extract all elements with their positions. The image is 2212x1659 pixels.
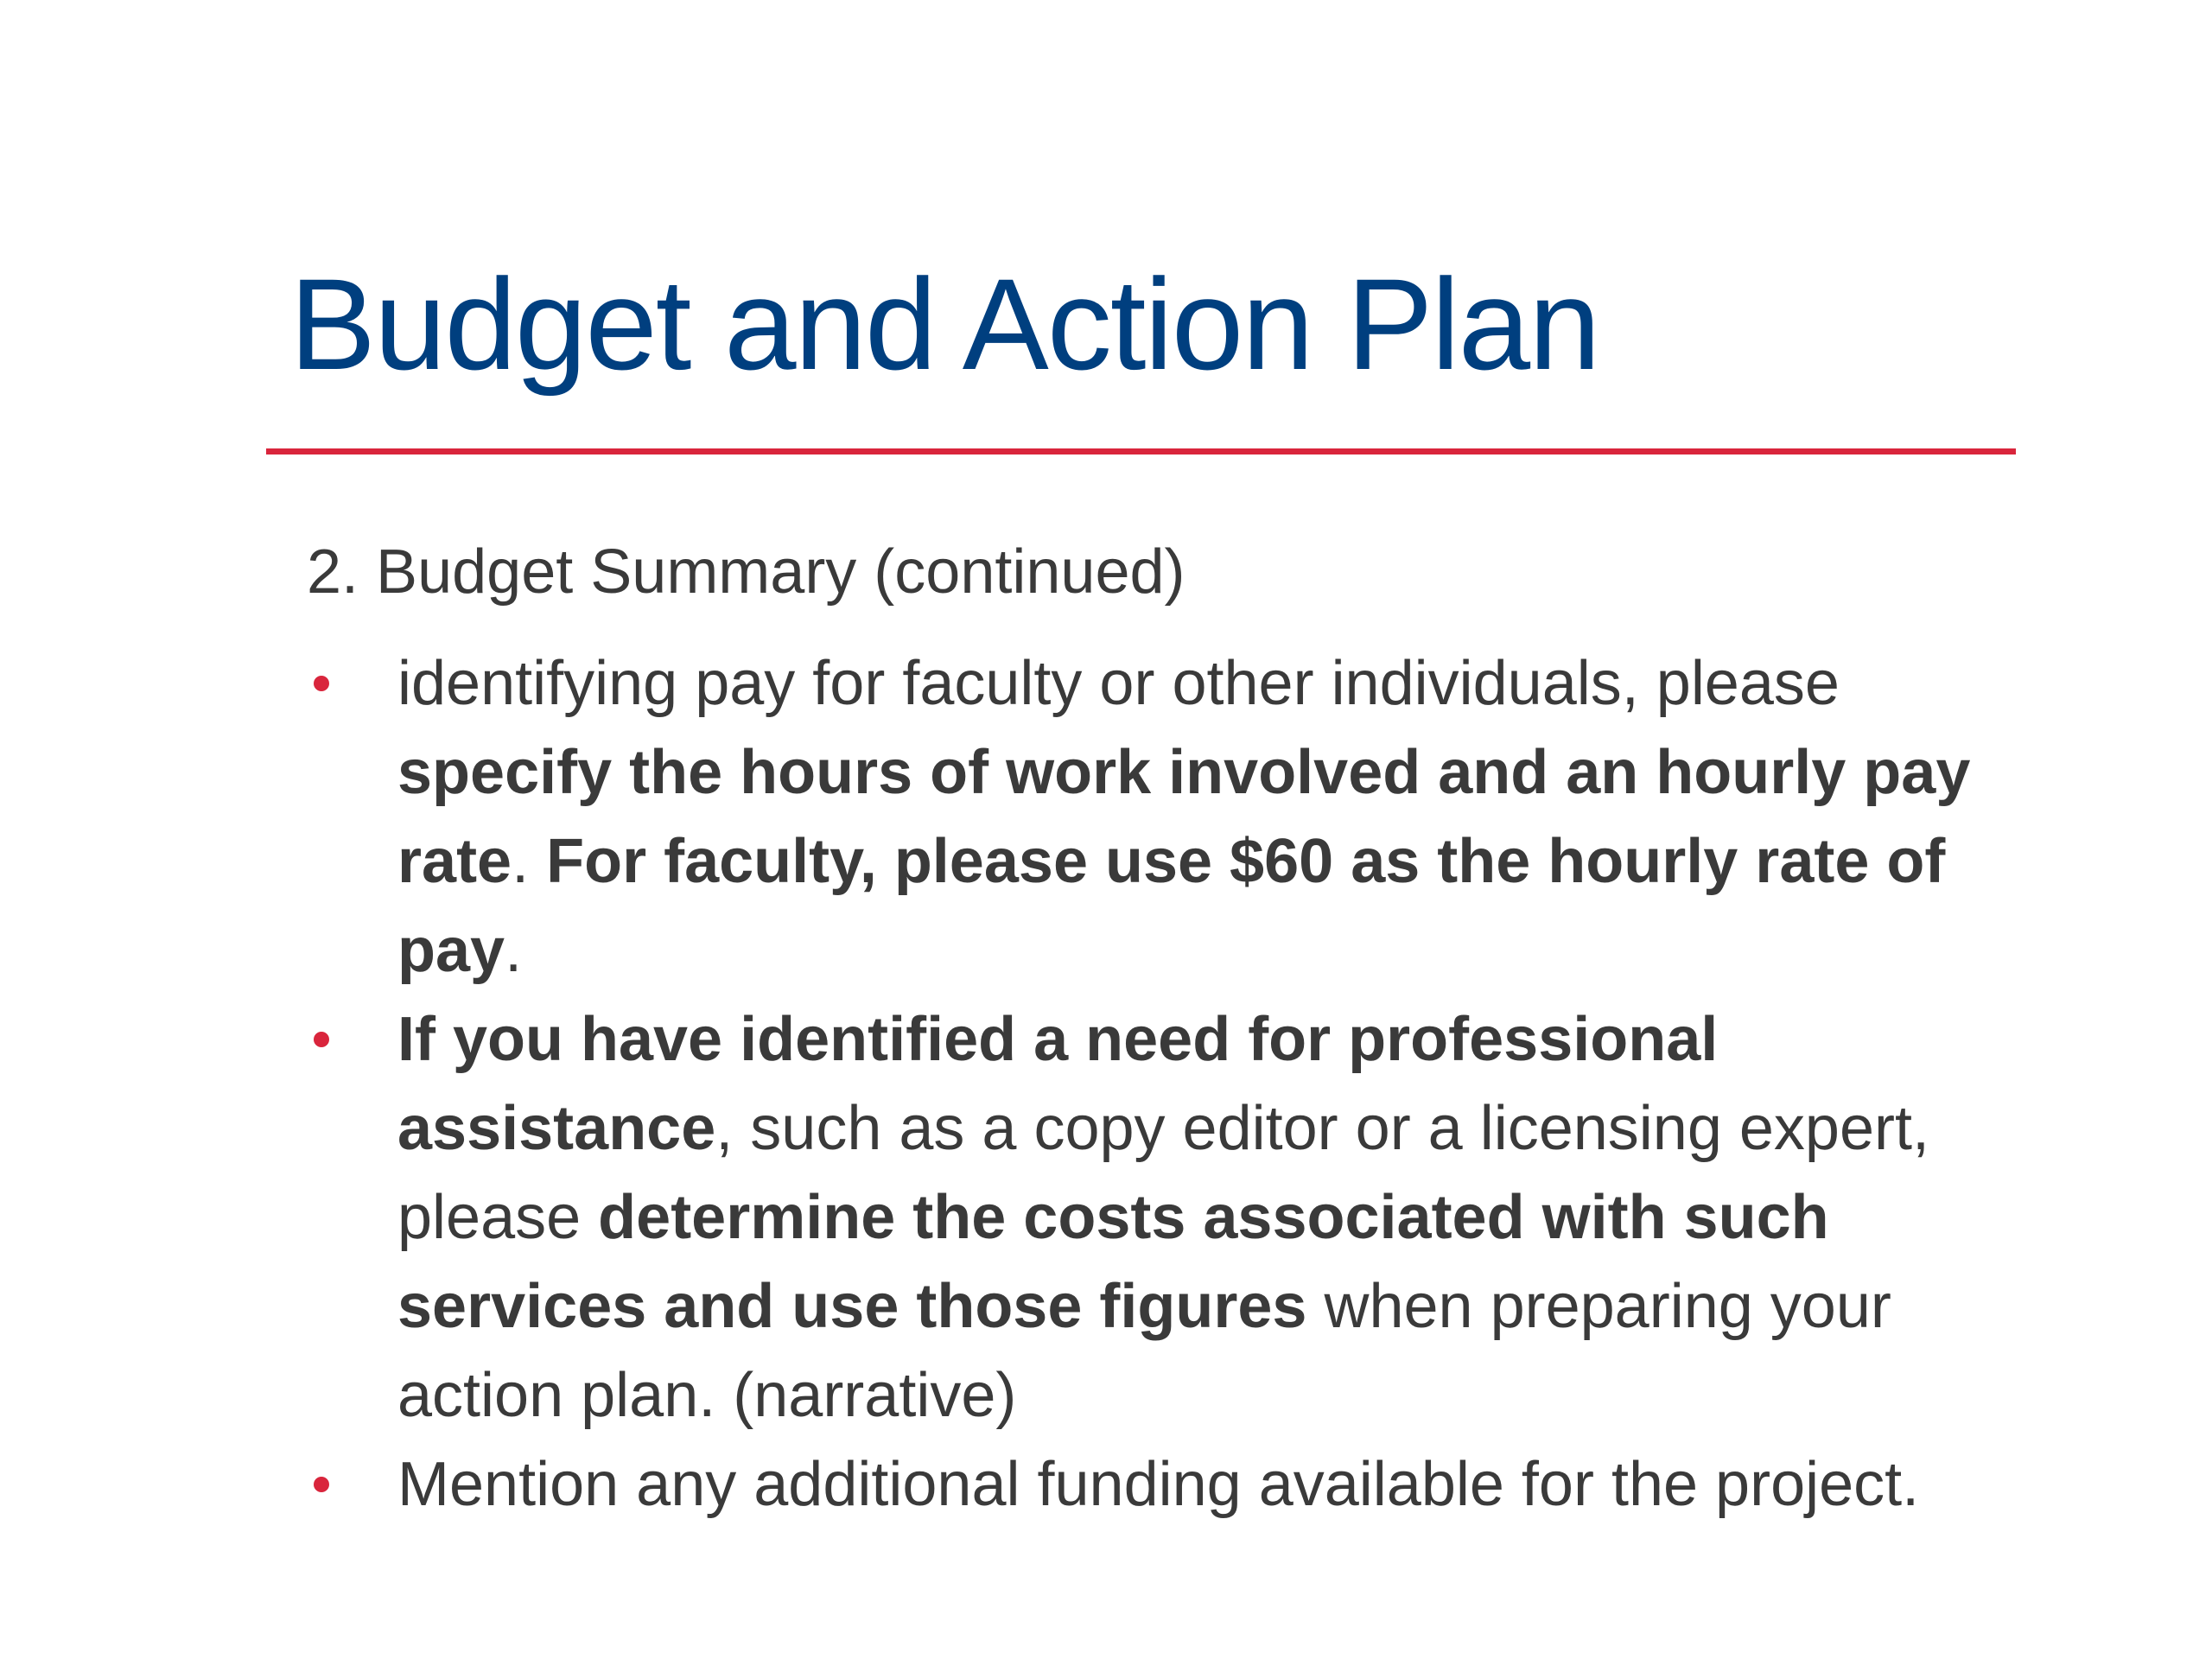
bullet-run: . <box>512 827 547 896</box>
bullet-list <box>307 639 2000 1529</box>
section-subheading: 2. Budget Summary (continued) <box>307 537 1185 607</box>
bullet-dot-icon <box>314 1477 329 1492</box>
title-divider <box>266 448 2016 454</box>
bullet-run: when preparing your action plan. (narrative) <box>397 1272 1891 1430</box>
bullet-run-bold: For faculty, please use $60 as the hourly rate of pay <box>397 827 1946 985</box>
bullet-run-bold: If you have identified a need for professional assistance <box>397 1005 1719 1163</box>
bullet-dot-icon <box>314 676 329 691</box>
slide-title: Budget and Action Plan <box>289 251 1599 397</box>
bullet-run: . <box>505 916 523 985</box>
bullet-item <box>307 639 2000 995</box>
bullet-item <box>307 1440 2000 1529</box>
bullet-run-bold: specify the hours of work involved and an hourly pay rate <box>397 738 1971 896</box>
bullet-run-bold: determine the costs associated with such services and use those figures <box>397 1183 1829 1341</box>
bullet-run: Mention any additional funding available for the project. <box>397 1450 1920 1519</box>
bullet-run: , such as a copy editor or a licensing expert, please <box>397 1094 1930 1252</box>
bullet-item <box>307 995 2000 1440</box>
bullet-run: identifying pay for faculty or other individuals, please <box>397 649 1840 718</box>
bullet-dot-icon <box>314 1032 329 1047</box>
